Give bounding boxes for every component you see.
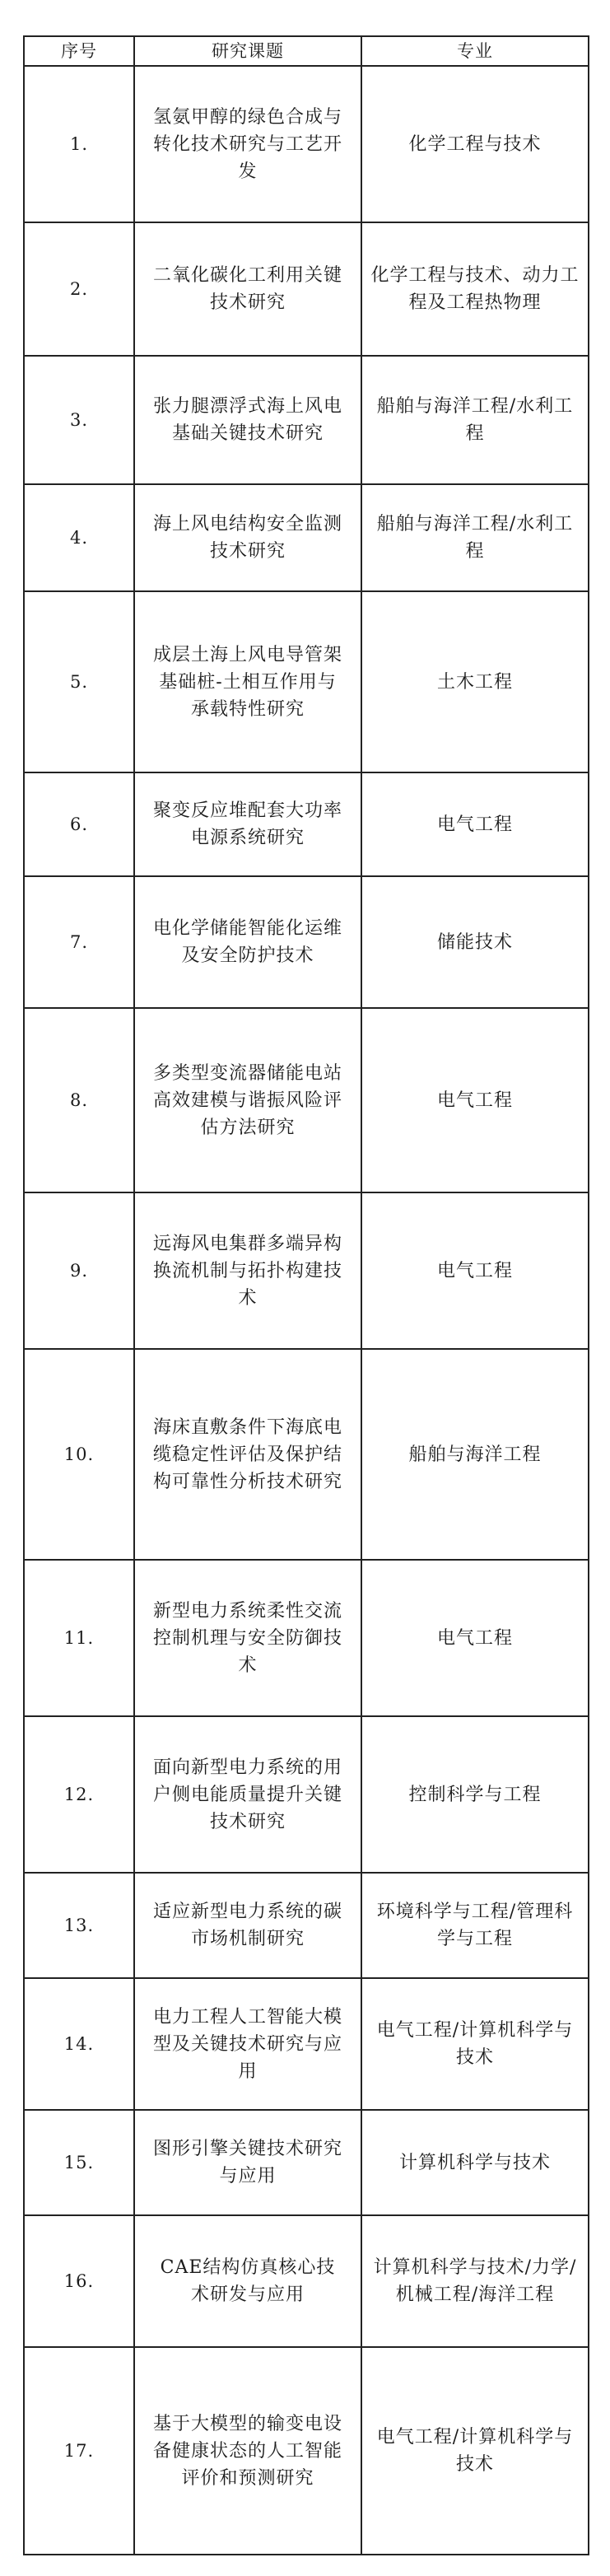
row-number: 14. <box>24 1978 134 2110</box>
row-number: 8. <box>24 1008 134 1192</box>
row-topic: 电力工程人工智能大模型及关键技术研究与应用 <box>134 1978 361 2110</box>
row-topic: 氢氨甲醇的绿色合成与转化技术研究与工艺开发 <box>134 66 361 222</box>
table-row <box>24 222 589 356</box>
row-major: 计算机科学与技术 <box>361 2110 589 2215</box>
row-number: 12. <box>24 1716 134 1873</box>
row-major: 储能技术 <box>361 876 589 1008</box>
table-row <box>24 2110 589 2215</box>
row-major: 电气工程 <box>361 1560 589 1716</box>
row-topic: 二氧化碳化工利用关键技术研究 <box>134 222 361 356</box>
table-row <box>24 66 589 222</box>
row-topic: 多类型变流器储能电站高效建模与谐振风险评估方法研究 <box>134 1008 361 1192</box>
row-major: 环境科学与工程/管理科学与工程 <box>361 1873 589 1978</box>
row-major: 化学工程与技术、动力工程及工程热物理 <box>361 222 589 356</box>
table-header-row <box>24 36 589 66</box>
row-topic: 图形引擎关键技术研究与应用 <box>134 2110 361 2215</box>
row-number: 10. <box>24 1349 134 1560</box>
row-major: 电气工程/计算机科学与技术 <box>361 2347 589 2555</box>
row-major: 土木工程 <box>361 591 589 772</box>
row-major: 电气工程 <box>361 1192 589 1349</box>
row-topic: 聚变反应堆配套大功率电源系统研究 <box>134 772 361 876</box>
header-topic: 研究课题 <box>134 36 361 66</box>
header-major: 专业 <box>361 36 589 66</box>
row-topic: 远海风电集群多端异构换流机制与拓扑构建技术 <box>134 1192 361 1349</box>
row-number: 5. <box>24 591 134 772</box>
row-topic: 适应新型电力系统的碳市场机制研究 <box>134 1873 361 1978</box>
table-row <box>24 591 589 772</box>
table-row <box>24 1978 589 2110</box>
row-number: 13. <box>24 1873 134 1978</box>
header-number: 序号 <box>24 36 134 66</box>
row-topic: 新型电力系统柔性交流控制机理与安全防御技术 <box>134 1560 361 1716</box>
table-row <box>24 1716 589 1873</box>
row-number: 6. <box>24 772 134 876</box>
row-number: 16. <box>24 2215 134 2347</box>
row-number: 1. <box>24 66 134 222</box>
research-topics-table <box>23 35 589 2555</box>
row-number: 15. <box>24 2110 134 2215</box>
row-number: 11. <box>24 1560 134 1716</box>
row-topic: 海床直敷条件下海底电缆稳定性评估及保护结构可靠性分析技术研究 <box>134 1349 361 1560</box>
table-row <box>24 1008 589 1192</box>
table-row <box>24 2215 589 2347</box>
table-row <box>24 1192 589 1349</box>
row-major: 控制科学与工程 <box>361 1716 589 1873</box>
row-number: 2. <box>24 222 134 356</box>
table-row <box>24 876 589 1008</box>
table-row <box>24 484 589 591</box>
row-number: 4. <box>24 484 134 591</box>
row-major: 船舶与海洋工程/水利工程 <box>361 356 589 484</box>
row-major: 计算机科学与技术/力学/机械工程/海洋工程 <box>361 2215 589 2347</box>
row-number: 9. <box>24 1192 134 1349</box>
row-major: 船舶与海洋工程/水利工程 <box>361 484 589 591</box>
table-row <box>24 2347 589 2555</box>
row-topic: 成层土海上风电导管架基础桩-土相互作用与承载特性研究 <box>134 591 361 772</box>
row-major: 电气工程 <box>361 772 589 876</box>
table-row <box>24 1560 589 1716</box>
row-major: 电气工程/计算机科学与技术 <box>361 1978 589 2110</box>
row-topic: 基于大模型的输变电设备健康状态的人工智能评价和预测研究 <box>134 2347 361 2555</box>
row-topic: 面向新型电力系统的用户侧电能质量提升关键技术研究 <box>134 1716 361 1873</box>
row-topic: 电化学储能智能化运维及安全防护技术 <box>134 876 361 1008</box>
document-page <box>23 35 588 2555</box>
table-row <box>24 1873 589 1978</box>
row-number: 7. <box>24 876 134 1008</box>
row-number: 3. <box>24 356 134 484</box>
table-row <box>24 772 589 876</box>
row-major: 电气工程 <box>361 1008 589 1192</box>
row-topic: 张力腿漂浮式海上风电基础关键技术研究 <box>134 356 361 484</box>
table-row <box>24 356 589 484</box>
row-major: 船舶与海洋工程 <box>361 1349 589 1560</box>
row-major: 化学工程与技术 <box>361 66 589 222</box>
table-row <box>24 1349 589 1560</box>
row-topic: CAE结构仿真核心技术研发与应用 <box>134 2215 361 2347</box>
row-topic: 海上风电结构安全监测技术研究 <box>134 484 361 591</box>
row-number: 17. <box>24 2347 134 2555</box>
